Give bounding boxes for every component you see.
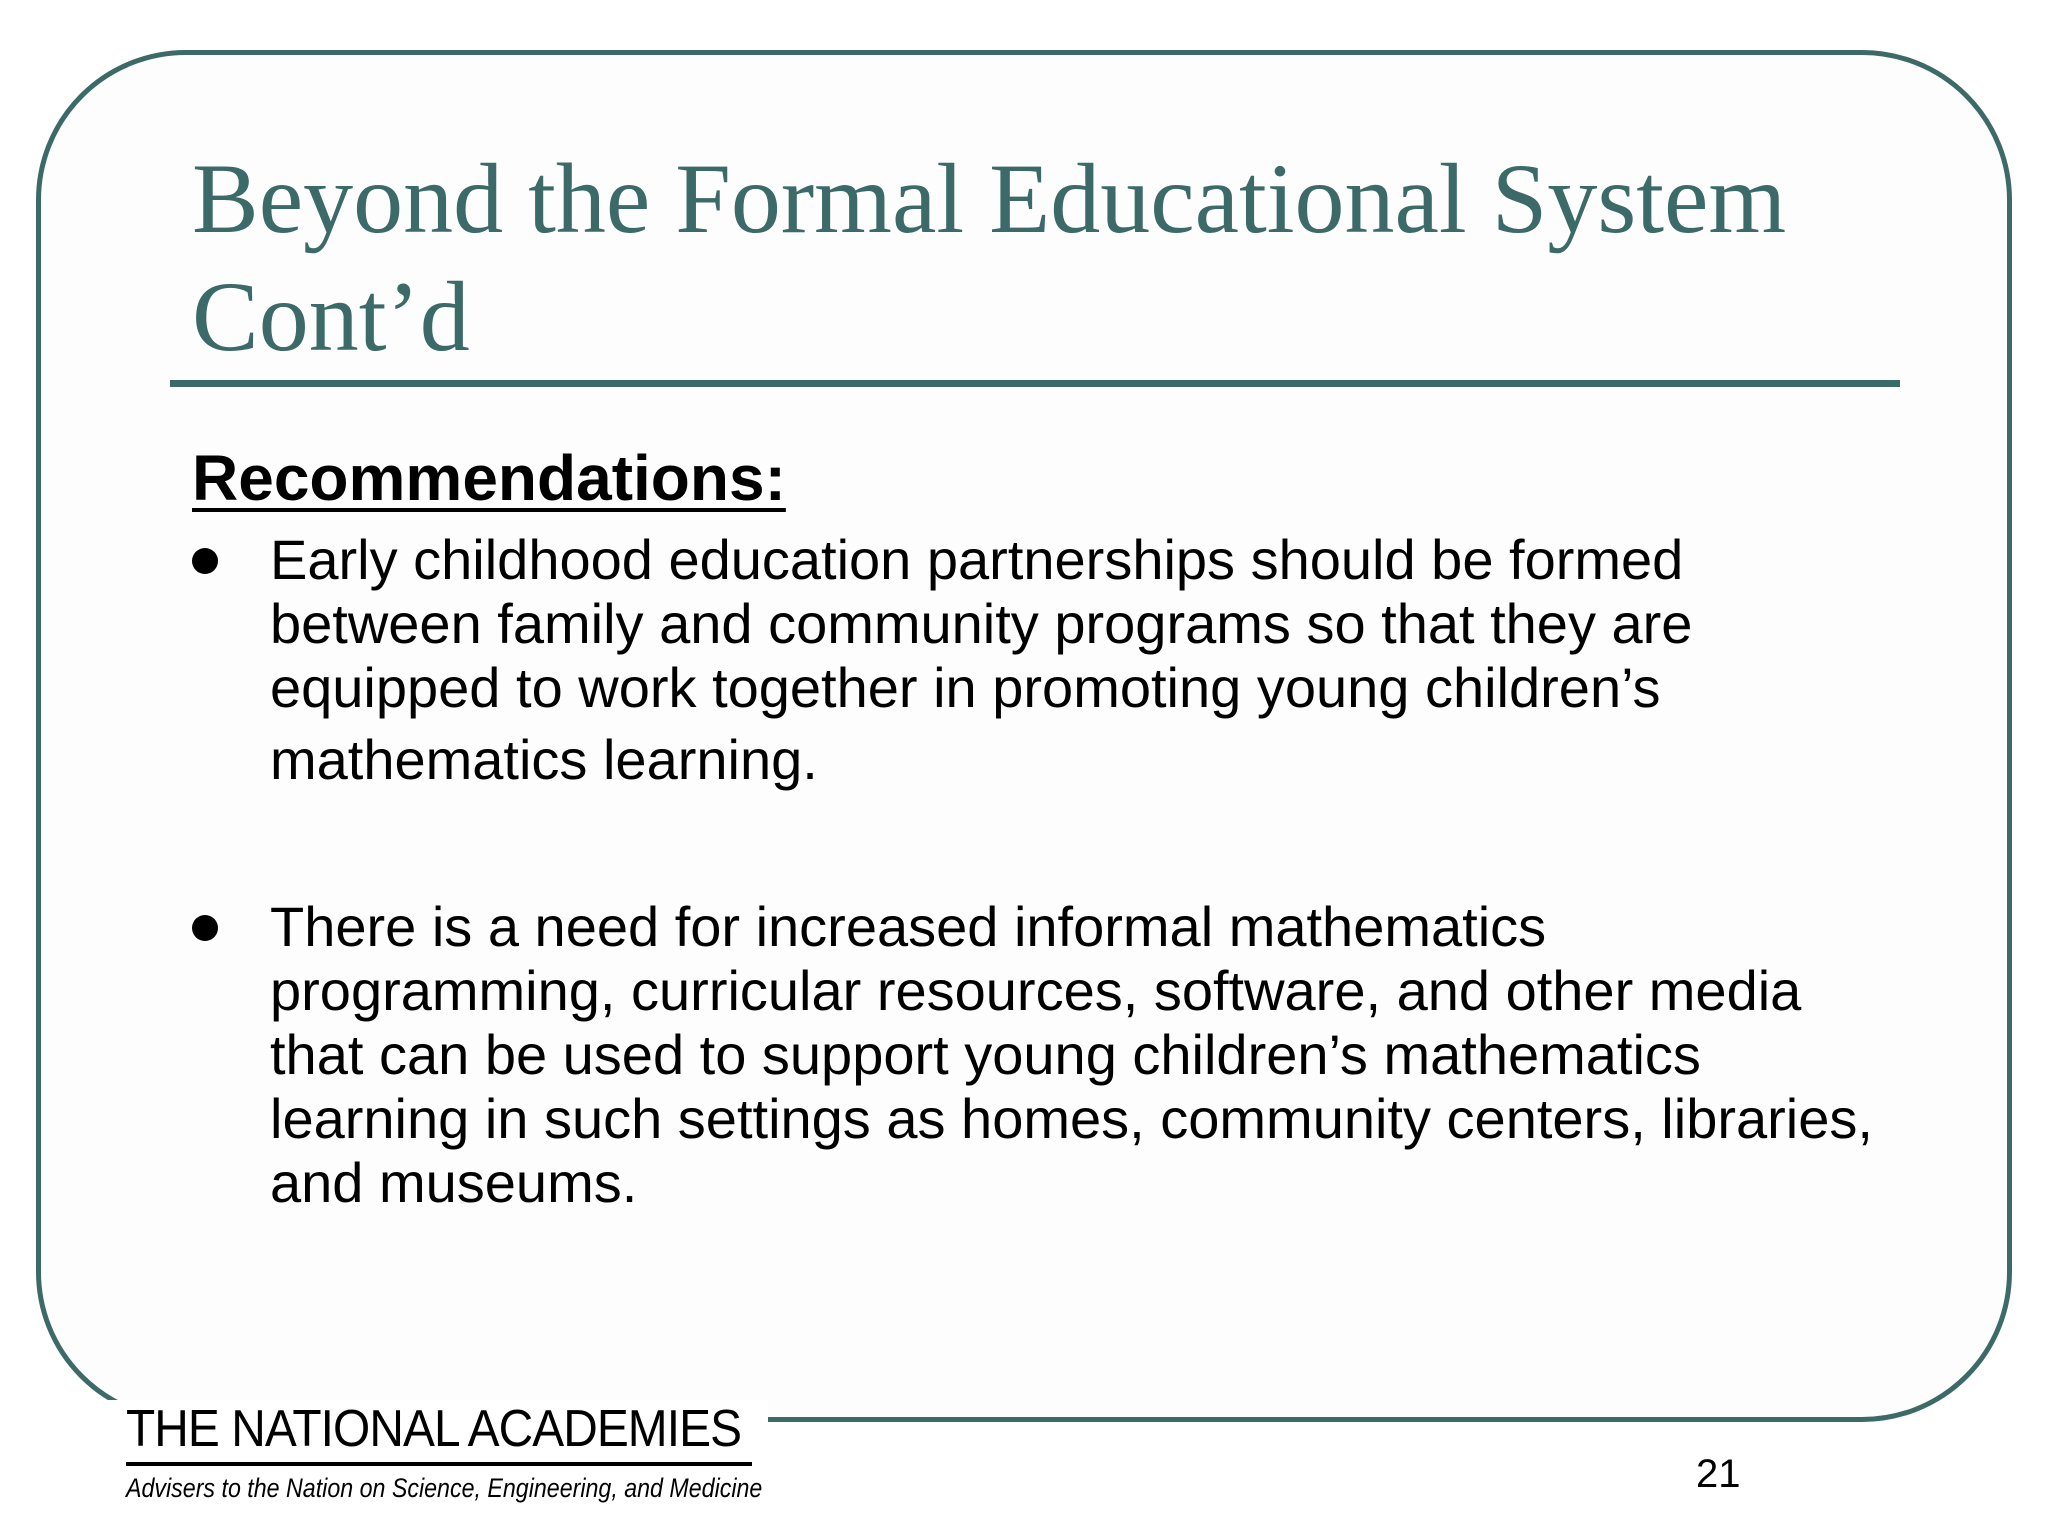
title-divider bbox=[170, 380, 1900, 387]
logo-rule bbox=[126, 1462, 752, 1466]
slide-title-line1: Beyond the Formal Educational System bbox=[192, 143, 1787, 254]
slide-title-line2: Cont’d bbox=[192, 261, 470, 372]
recommendations-heading: Recommendations: bbox=[192, 442, 786, 514]
slide-title bbox=[192, 140, 1912, 376]
logo-tagline: Advisers to the Nation on Science, Engineering, and Medicine bbox=[126, 1473, 763, 1503]
bullet-text-main: Early childhood education partnerships should be formed between family and community programs so that they are equipped to work together in promoting young children’s bbox=[270, 528, 1693, 719]
bullet-text-end: mathematics learning. bbox=[270, 728, 818, 791]
logo-name: THE NATIONAL ACADEMIES bbox=[126, 1400, 742, 1458]
page-number: 21 bbox=[1696, 1452, 1741, 1496]
bullet-icon bbox=[192, 548, 218, 574]
bullet-text bbox=[270, 528, 1902, 792]
bullet-text: There is a need for increased informal mathematics programming, curricular resources, software, and other media that can be used to support young children’s mathematics learning in such settings as homes, community centers, libraries, and museums. bbox=[270, 895, 1873, 1214]
national-academies-logo bbox=[126, 1402, 766, 1508]
bullet-icon bbox=[192, 915, 218, 941]
